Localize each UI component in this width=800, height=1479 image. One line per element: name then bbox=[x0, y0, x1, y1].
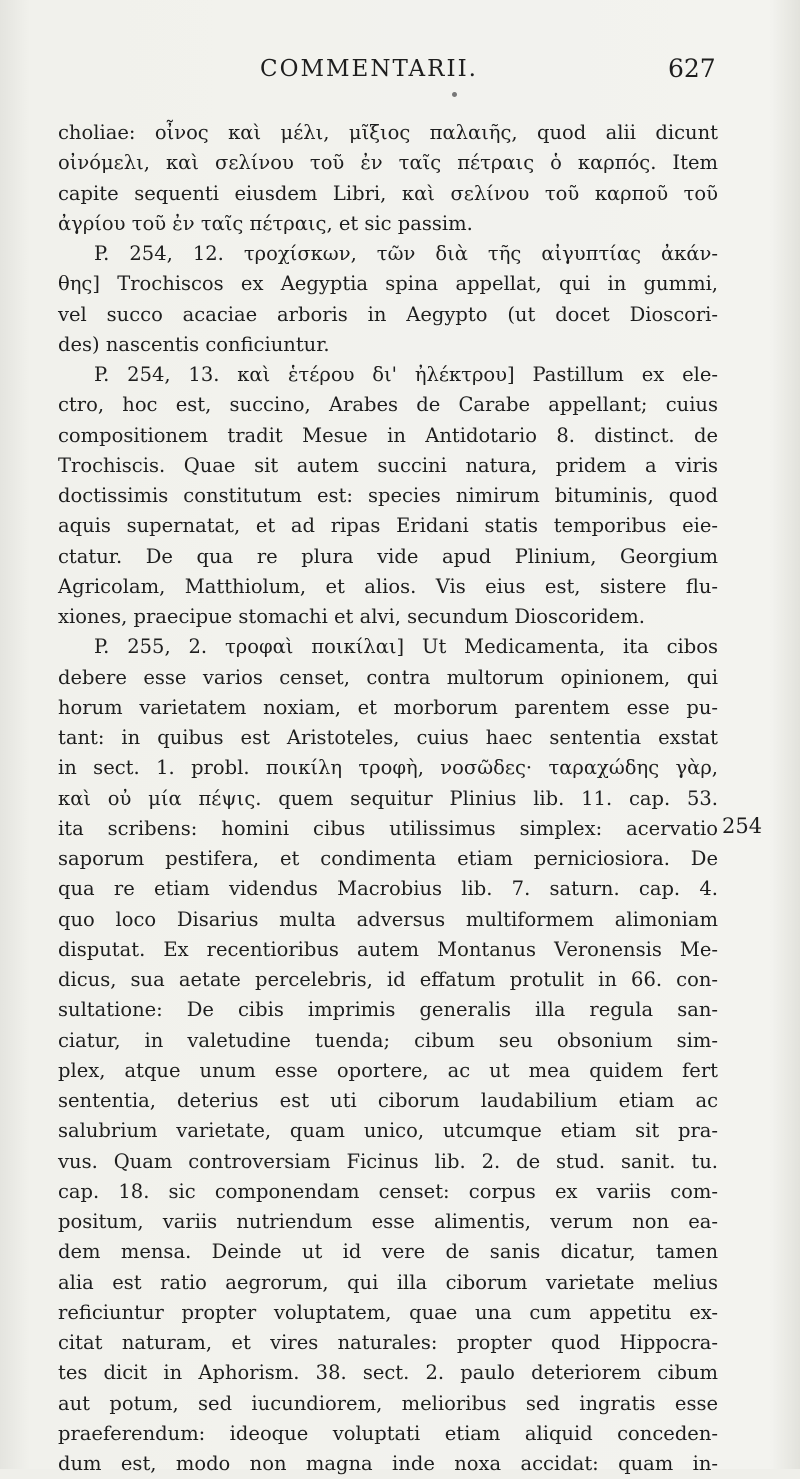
text-line: Trochiscis. Quae sit autem succini natura, pridem a viris bbox=[58, 453, 718, 477]
text-line: compositionem tradit Mesue in Antidotario 8. distinct. de bbox=[58, 423, 718, 447]
text-line: choliae: οἶνος καὶ μέλι, μῖξιος παλαιῆς, quod alii dicunt bbox=[58, 121, 718, 144]
text-line: dicus, sua aetate percelebris, id effatum protulit in 66. con- bbox=[58, 968, 718, 991]
text-line: disputat. Ex recentioribus autem Montanus Veronensis Me- bbox=[58, 937, 718, 961]
running-title: COMMENTARII. bbox=[260, 56, 478, 82]
text-line: P. 255, 2. τροφαὶ ποικίλαι] Ut Medicamenta, ita cibos bbox=[94, 635, 718, 659]
text-line: alia est ratio aegrorum, qui illa ciborum varietate melius bbox=[58, 1270, 718, 1294]
text-line: P. 254, 12. τροχίσκων, τῶν διὰ τῆς αἰγυπτίας ἀκάν- bbox=[94, 242, 718, 265]
text-line: cap. 18. sic componendam censet: corpus ex variis com- bbox=[58, 1179, 718, 1203]
text-line: qua re etiam videndus Macrobius lib. 7. saturn. cap. 4. bbox=[58, 877, 718, 901]
text-line: quo loco Disarius multa adversus multiformem alimoniam bbox=[58, 907, 718, 931]
text-line: dem mensa. Deinde ut id vere de sanis dicatur, tamen bbox=[58, 1240, 718, 1264]
text-line: sententia, deterius est uti ciborum laudabilium etiam ac bbox=[58, 1089, 718, 1112]
text-line: saporum pestifera, et condimenta etiam perniciosiora. De bbox=[58, 847, 718, 870]
text-line: in sect. 1. probl. ποικίλη τροφὴ, νοσῶδες· ταραχώδης γὰρ, bbox=[58, 756, 718, 780]
text-line: salubrium varietate, quam unico, utcumque etiam sit pra- bbox=[58, 1119, 718, 1143]
text-line: ctro, hoc est, succino, Arabes de Carabe appellant; cuius bbox=[58, 393, 718, 417]
text-line: horum varietatem noxiam, et morborum parentem esse pu- bbox=[58, 695, 718, 719]
text-line: vel succo acaciae arboris in Aegypto (ut docet Dioscori- bbox=[58, 302, 718, 326]
text-line: debere esse varios censet, contra multorum opinionem, qui bbox=[58, 665, 718, 689]
text-line: θης] Trochiscos ex Aegyptia spina appellat, qui in gummi, bbox=[58, 272, 718, 296]
text-line: des) nascentis conficiuntur. bbox=[58, 332, 330, 356]
text-line: ctatur. De qua re plura vide apud Plinium, Georgium bbox=[58, 544, 718, 568]
text-line: capite sequenti eiusdem Libri, καὶ σελίνου τοῦ καρποῦ τοῦ bbox=[58, 181, 718, 205]
text-line: positum, variis nutriendum esse alimentis, verum non ea- bbox=[58, 1210, 718, 1233]
text-line: plex, atque unum esse oportere, ac ut mea quidem fert bbox=[58, 1058, 718, 1082]
text-line: praeferendum: ideoque voluptati etiam aliquid conceden- bbox=[58, 1421, 718, 1445]
text-line: tant: in quibus est Aristoteles, cuius haec sententia exstat bbox=[58, 726, 718, 749]
body-text bbox=[58, 118, 718, 1479]
ink-speck bbox=[452, 92, 457, 97]
text-line: tes dicit in Aphorism. 38. sect. 2. paulo deteriorem cibum bbox=[58, 1361, 718, 1385]
text-line: καὶ οὐ μία πέψις. quem sequitur Plinius lib. 11. cap. 53. bbox=[58, 786, 718, 810]
text-line: reficiuntur propter voluptatem, quae una cum appetitu ex- bbox=[58, 1300, 718, 1324]
text-line: P. 254, 13. καὶ ἑτέρου δι' ἠλέκτρου] Pastillum ex ele- bbox=[94, 363, 718, 386]
text-line: ciatur, in valetudine tuenda; cibum seu obsonium sim- bbox=[58, 1028, 718, 1052]
text-line: vus. Quam controversiam Ficinus lib. 2. de stud. sanit. tu. bbox=[58, 1149, 718, 1173]
text-line: xiones, praecipue stomachi et alvi, secundum Dioscoridem. bbox=[58, 605, 645, 628]
text-line: citat naturam, et vires naturales: propter quod Hippocra- bbox=[58, 1331, 718, 1354]
text-line: aquis supernatat, et ad ripas Eridani statis temporibus eie- bbox=[58, 514, 718, 538]
text-line: sultatione: De cibis imprimis generalis illa regula san- bbox=[58, 998, 718, 1022]
text-line: aut potum, sed iucundiorem, melioribus sed ingratis esse bbox=[58, 1391, 718, 1415]
page-header bbox=[0, 56, 800, 96]
text-line: dum est, modo non magna inde noxa accidat: quam in- bbox=[58, 1452, 718, 1475]
text-line: ita scribens: homini cibus utilissimus simplex: acervatio bbox=[58, 816, 718, 840]
text-line: Agricolam, Matthiolum, et alios. Vis eius est, sistere flu- bbox=[58, 574, 718, 598]
text-line: ἀγρίου τοῦ ἐν ταῖς πέτραις, et sic passim. bbox=[58, 211, 473, 235]
text-line: οἰνόμελι, καὶ σελίνου τοῦ ἐν ταῖς πέτραις ὁ καρπός. Item bbox=[58, 151, 718, 175]
text-line: doctissimis constitutum est: species nimirum bituminis, quod bbox=[58, 484, 718, 507]
page-number: 627 bbox=[668, 54, 716, 83]
margin-page-reference: 254 bbox=[722, 814, 763, 838]
